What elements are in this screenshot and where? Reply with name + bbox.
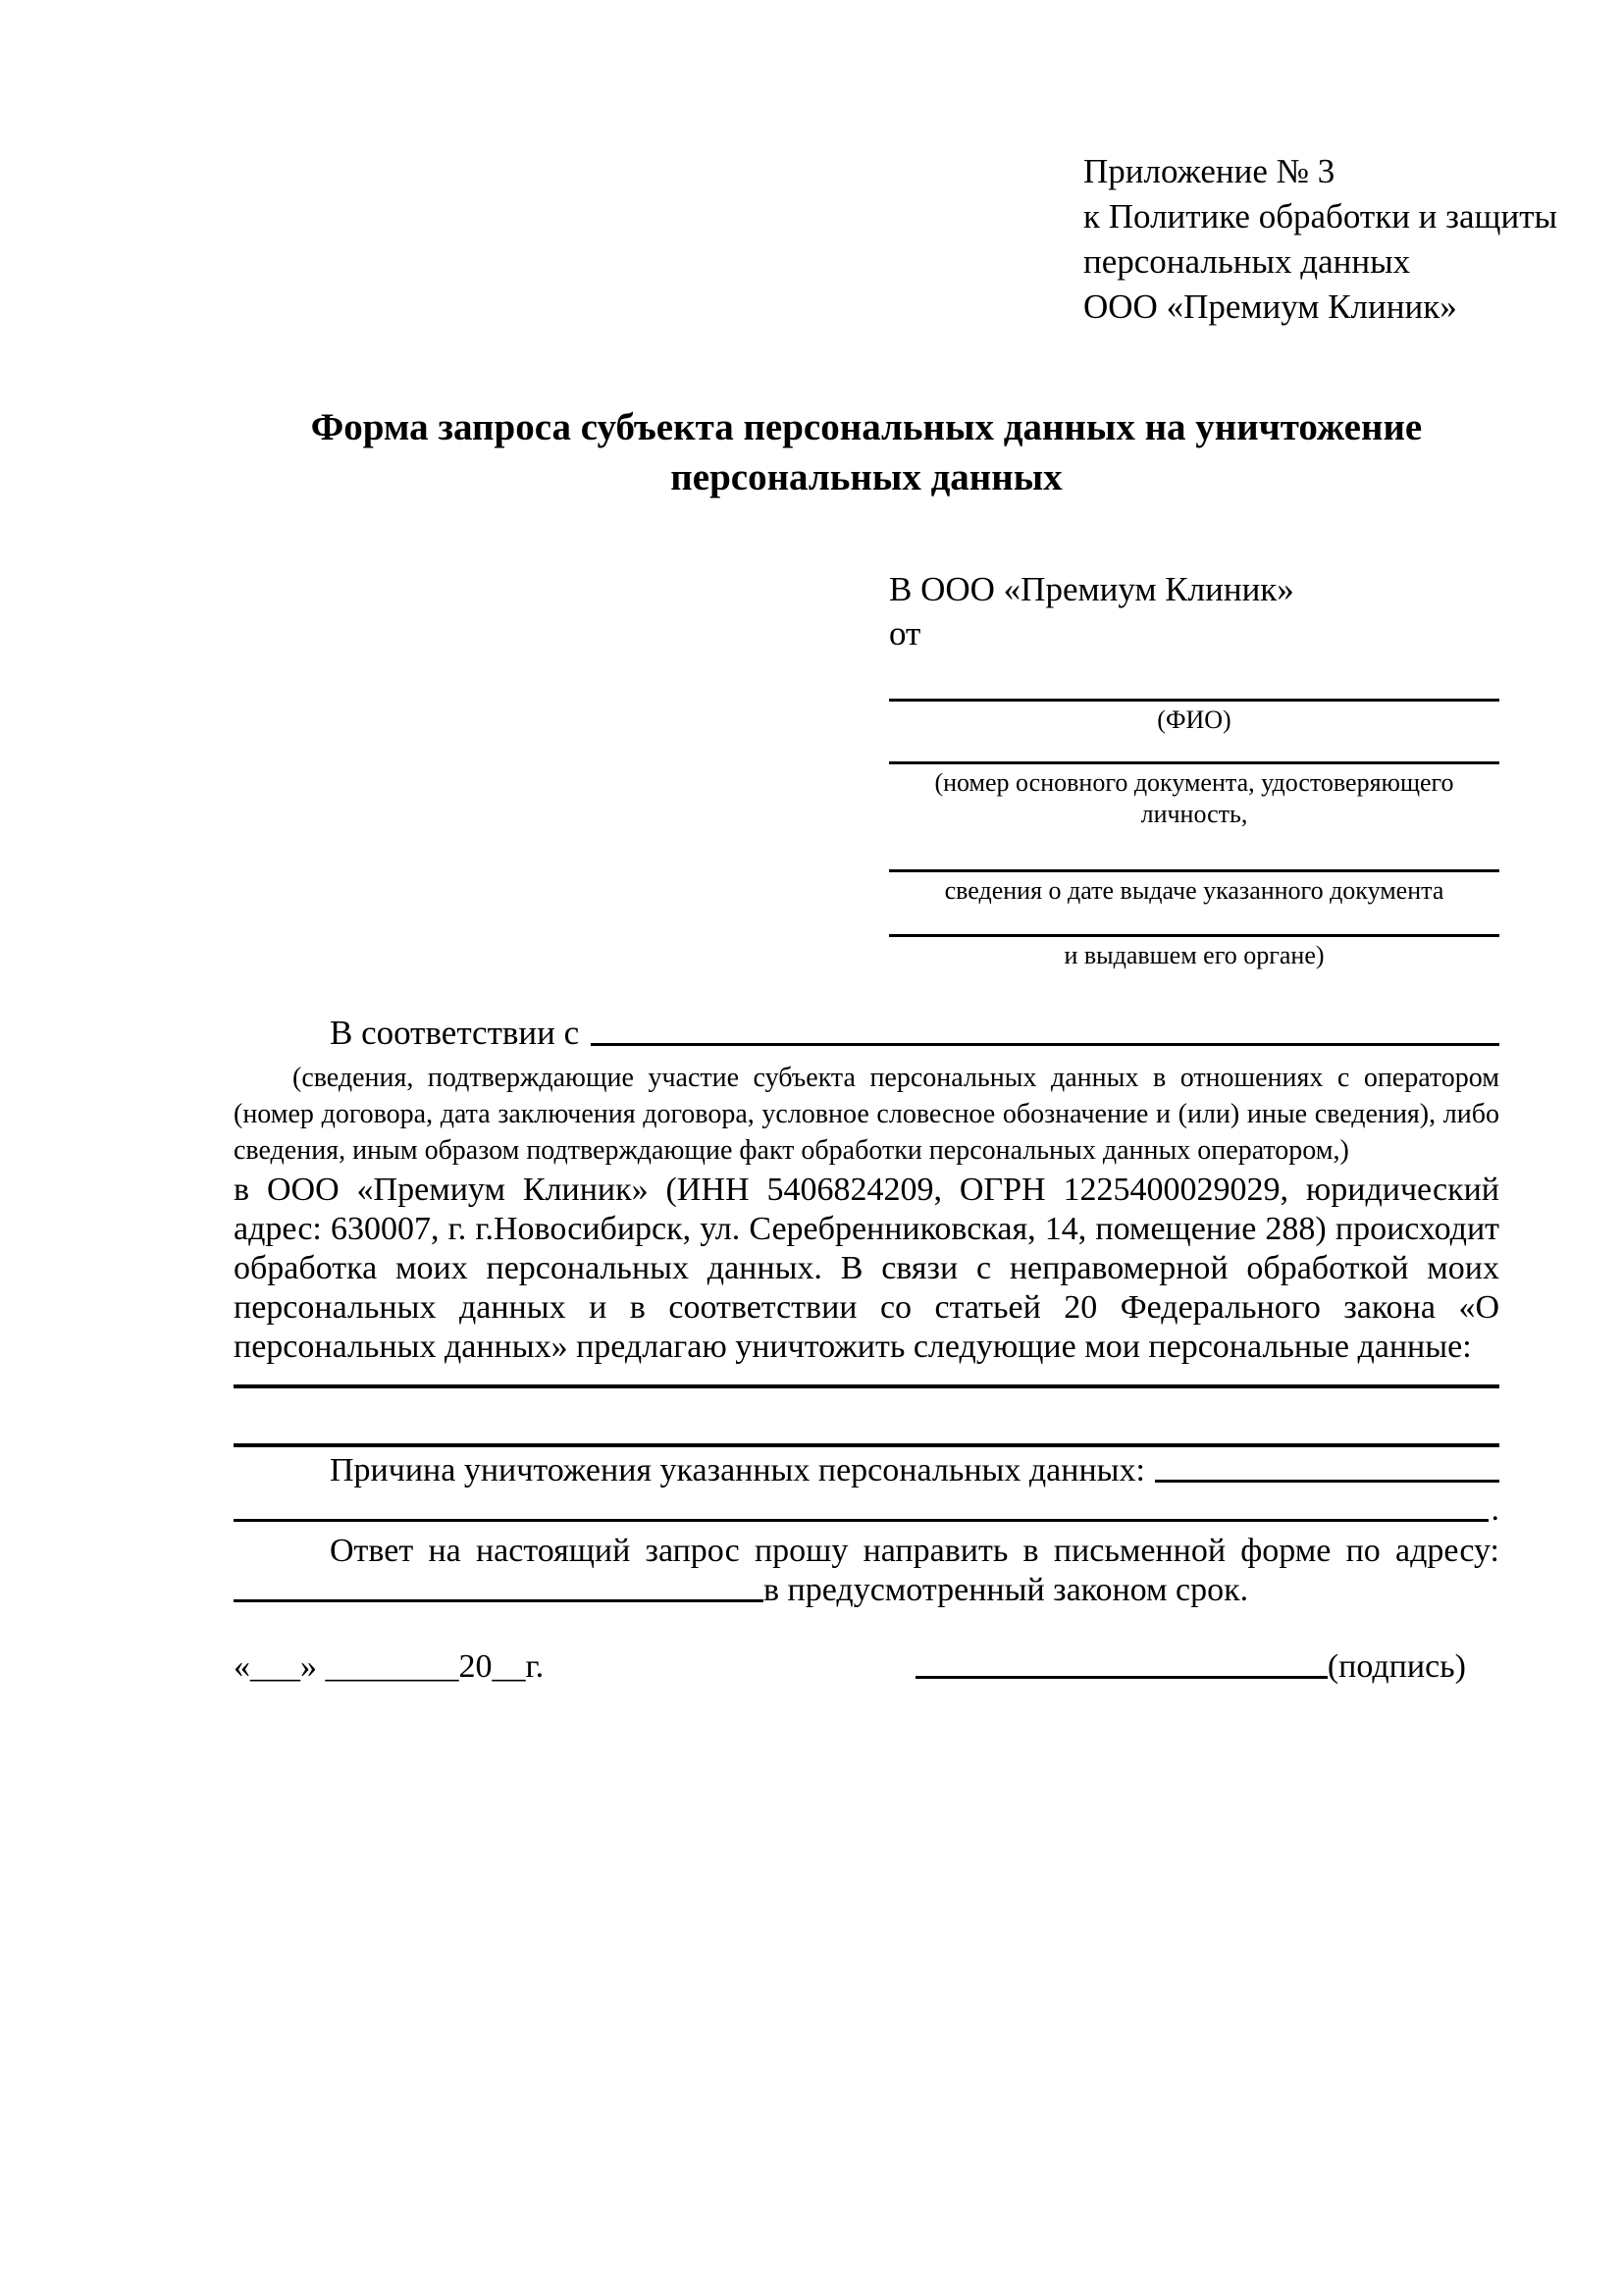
doc-issuer-fill-line — [889, 934, 1499, 937]
doc-number-field — [889, 761, 1499, 830]
doc-issuer-caption: и выдавшем его органе) — [1064, 941, 1325, 969]
date-template: «___» ________20__г. — [234, 1648, 545, 1685]
address-fill-line — [234, 1599, 763, 1602]
appendix-line: ООО «Премиум Клиник» — [1083, 287, 1457, 326]
doc-number-caption: (номер основного документа, удостоверяющего личность, — [934, 768, 1454, 828]
signature-fill-line — [916, 1676, 1328, 1679]
body-paragraph: в ООО «Премиум Клиник» (ИНН 5406824209, ОГРН 1225400029029, юридический адрес: 630007, г. г.Новосибирск, ул. Серебренниковская, 14, помещение 288) происходит обработка моих персональных данных. В связи с неправомерной обработкой моих персональных данных и в соответствии со статьей 20 Федерального закона «О персональных данных» предлагаю уничтожить следующие мои персональные данные: — [234, 1172, 1499, 1365]
fio-fill-line — [889, 699, 1499, 702]
signature-caption: (подпись) — [1327, 1648, 1466, 1685]
appendix-line: персональных данных — [1083, 242, 1411, 281]
personal-data-fill-line-2 — [234, 1443, 1499, 1447]
doc-issue-date-field — [889, 869, 1499, 907]
reason-fill-line-2 — [234, 1519, 1489, 1522]
doc-issue-date-caption: сведения о дате выдаче указанного документа — [944, 876, 1444, 905]
response-address-row — [234, 1571, 1499, 1610]
document-title: Форма запроса субъекта персональных данных на уничтожение персональных данных — [310, 406, 1423, 498]
reason-fill-line — [1155, 1480, 1499, 1483]
accordance-row — [234, 1011, 1499, 1055]
addressee-from-label: от — [889, 614, 921, 652]
doc-issuer-field — [889, 934, 1499, 971]
addressee-to: В ООО «Премиум Клиник» — [889, 570, 1294, 608]
accordance-note: (сведения, подтверждающие участие субъекта персональных данных в отношениях с оператором (номер договора, дата заключения договора, условное словесное обозначение и (или) иные сведения), либо сведения, иным образом подтверждающие факт обработки персональных данных оператором,) — [234, 1063, 1499, 1166]
accordance-fill-line — [591, 1043, 1499, 1046]
appendix-line: к Политике обработки и защиты — [1083, 197, 1558, 235]
doc-issue-date-fill-line — [889, 869, 1499, 872]
reason-line-terminator: . — [1491, 1491, 1499, 1528]
fio-caption: (ФИО) — [1157, 705, 1231, 734]
appendix-line: Приложение № 3 — [1083, 152, 1335, 190]
addressee-block — [889, 567, 1499, 971]
reason-row — [234, 1451, 1499, 1490]
doc-number-fill-line — [889, 761, 1499, 764]
response-request-text: Ответ на настоящий запрос прошу направить в письменной форме по адресу: — [330, 1533, 1499, 1569]
personal-data-fill-line-1 — [234, 1384, 1499, 1388]
reason-label: Причина уничтожения указанных персональных данных: — [330, 1452, 1145, 1488]
date-signature-row — [234, 1647, 1466, 1687]
accordance-lead: В соответствии с — [330, 1014, 580, 1052]
reason-continuation-row — [234, 1490, 1499, 1530]
fio-field — [889, 699, 1499, 736]
appendix-block — [1083, 149, 1558, 330]
response-request-suffix: в предусмотренный законом срок. — [763, 1572, 1249, 1608]
